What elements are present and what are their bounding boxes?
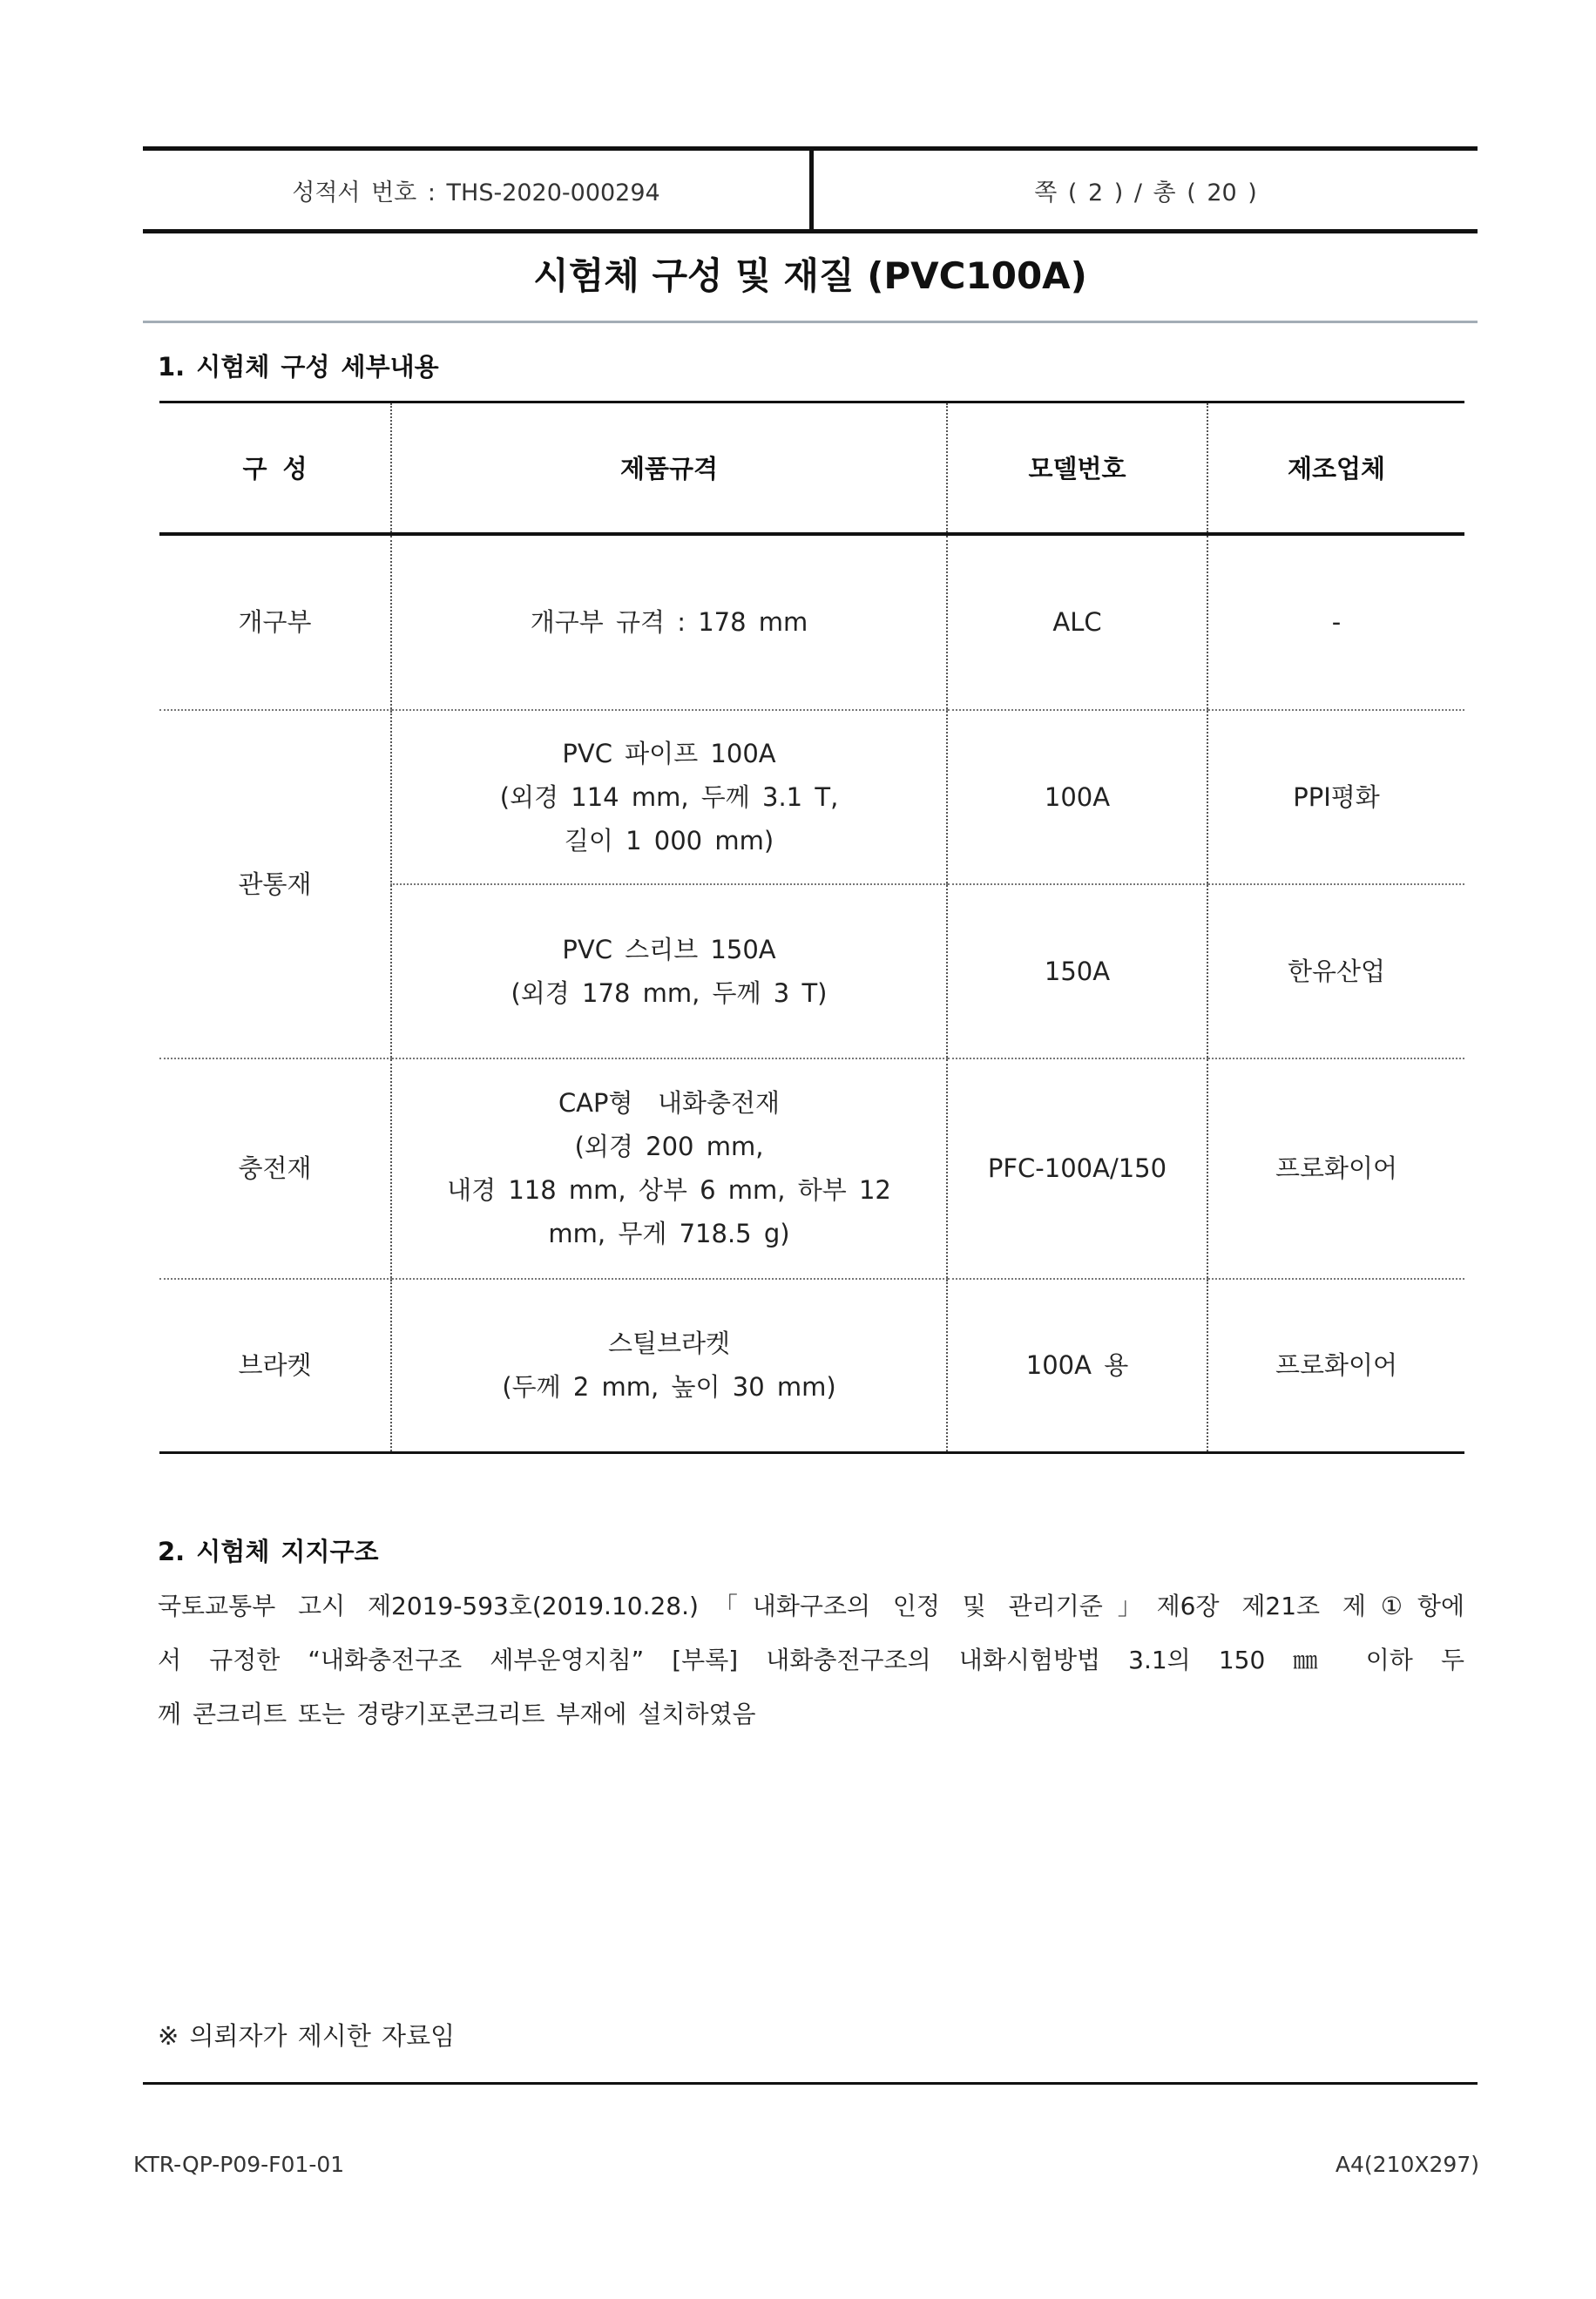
table-header-row <box>159 402 1464 534</box>
spec-cell <box>391 710 947 884</box>
table-row <box>159 710 1464 884</box>
header-manufacturer: 제조업체 <box>1207 402 1464 534</box>
table-row <box>159 534 1464 710</box>
spec-cell <box>391 884 947 1058</box>
model-cell: 150A <box>947 884 1207 1058</box>
spec-line: PVC 스리브 150A <box>562 934 776 964</box>
model-cell: 100A <box>947 710 1207 884</box>
composition-table <box>159 401 1464 1454</box>
body-line: 께 콘크리트 또는 경량기포콘크리트 부재에 설치하였음 <box>158 1700 756 1728</box>
spec-line: PVC 파이프 100A <box>562 738 776 768</box>
spec-cell <box>391 1058 947 1279</box>
spec-line: (외경 200 mm, <box>574 1132 764 1161</box>
page-title: 시험체 구성 및 재질 (PVC100A) <box>533 254 1087 297</box>
spec-line: 내경 118 mm, 상부 6 mm, 하부 12 <box>447 1175 891 1205</box>
section1-heading: 1. 시험체 구성 세부내용 <box>158 352 439 382</box>
body-line: 서 규정한 “내화충전구조 세부운영지침” [부록] 내화충전구조의 내화시험방법 3.1의 150 ㎜ 이하 두 <box>158 1646 1464 1674</box>
table-row <box>159 1058 1464 1279</box>
spec-line: 개구부 규격 : 178 mm <box>530 607 808 637</box>
spec-line: 스틸브라켓 <box>607 1329 731 1359</box>
footer-rule <box>143 2082 1478 2085</box>
spec-line: 길이 1 000 mm) <box>564 825 774 855</box>
spec-line: (외경 114 mm, 두께 3.1 T, <box>499 781 839 812</box>
spec-line: (외경 178 mm, 두께 3 T) <box>511 977 828 1008</box>
component-cell: 관통재 <box>159 710 391 1058</box>
component-cell: 충전재 <box>159 1058 391 1279</box>
section2-body <box>158 1579 1464 1741</box>
table-row <box>159 1279 1464 1453</box>
page-info: 쪽 ( 2 ) / 총 ( 20 ) <box>1034 179 1257 206</box>
spec-line: mm, 무게 718.5 g) <box>548 1219 790 1248</box>
spec-line: CAP형 내화충전재 <box>558 1088 781 1118</box>
manufacturer-cell: 프로화이어 <box>1207 1279 1464 1453</box>
manufacturer-cell: 한유산업 <box>1207 884 1464 1058</box>
client-data-note: ※ 의뢰자가 제시한 자료임 <box>158 2021 456 2051</box>
manufacturer-cell: 프로화이어 <box>1207 1058 1464 1279</box>
component-cell: 브라켓 <box>159 1279 391 1453</box>
spec-line: (두께 2 mm, 높이 30 mm) <box>502 1372 836 1403</box>
spec-cell <box>391 534 947 710</box>
header-model: 모델번호 <box>947 402 1207 534</box>
paper-size: A4(210X297) <box>1335 2152 1479 2177</box>
manufacturer-cell: PPI평화 <box>1207 710 1464 884</box>
model-cell: ALC <box>947 534 1207 710</box>
body-line: 국토교통부 고시 제2019-593호(2019.10.28.)「내화구조의 인정 및 관리기준」제6장 제21조 제①항에 <box>158 1592 1464 1620</box>
manufacturer-cell: - <box>1207 534 1464 710</box>
component-cell: 개구부 <box>159 534 391 710</box>
header-component: 구 성 <box>159 402 391 534</box>
form-code: KTR-QP-P09-F01-01 <box>133 2152 345 2177</box>
header-spec: 제품규격 <box>391 402 947 534</box>
title-underline <box>143 321 1478 323</box>
spec-cell <box>391 1279 947 1453</box>
model-cell: PFC-100A/150 <box>947 1058 1207 1279</box>
model-cell: 100A 용 <box>947 1279 1207 1453</box>
section2-heading: 2. 시험체 지지구조 <box>158 1537 379 1566</box>
report-number: 성적서 번호 : THS-2020-000294 <box>292 179 660 206</box>
